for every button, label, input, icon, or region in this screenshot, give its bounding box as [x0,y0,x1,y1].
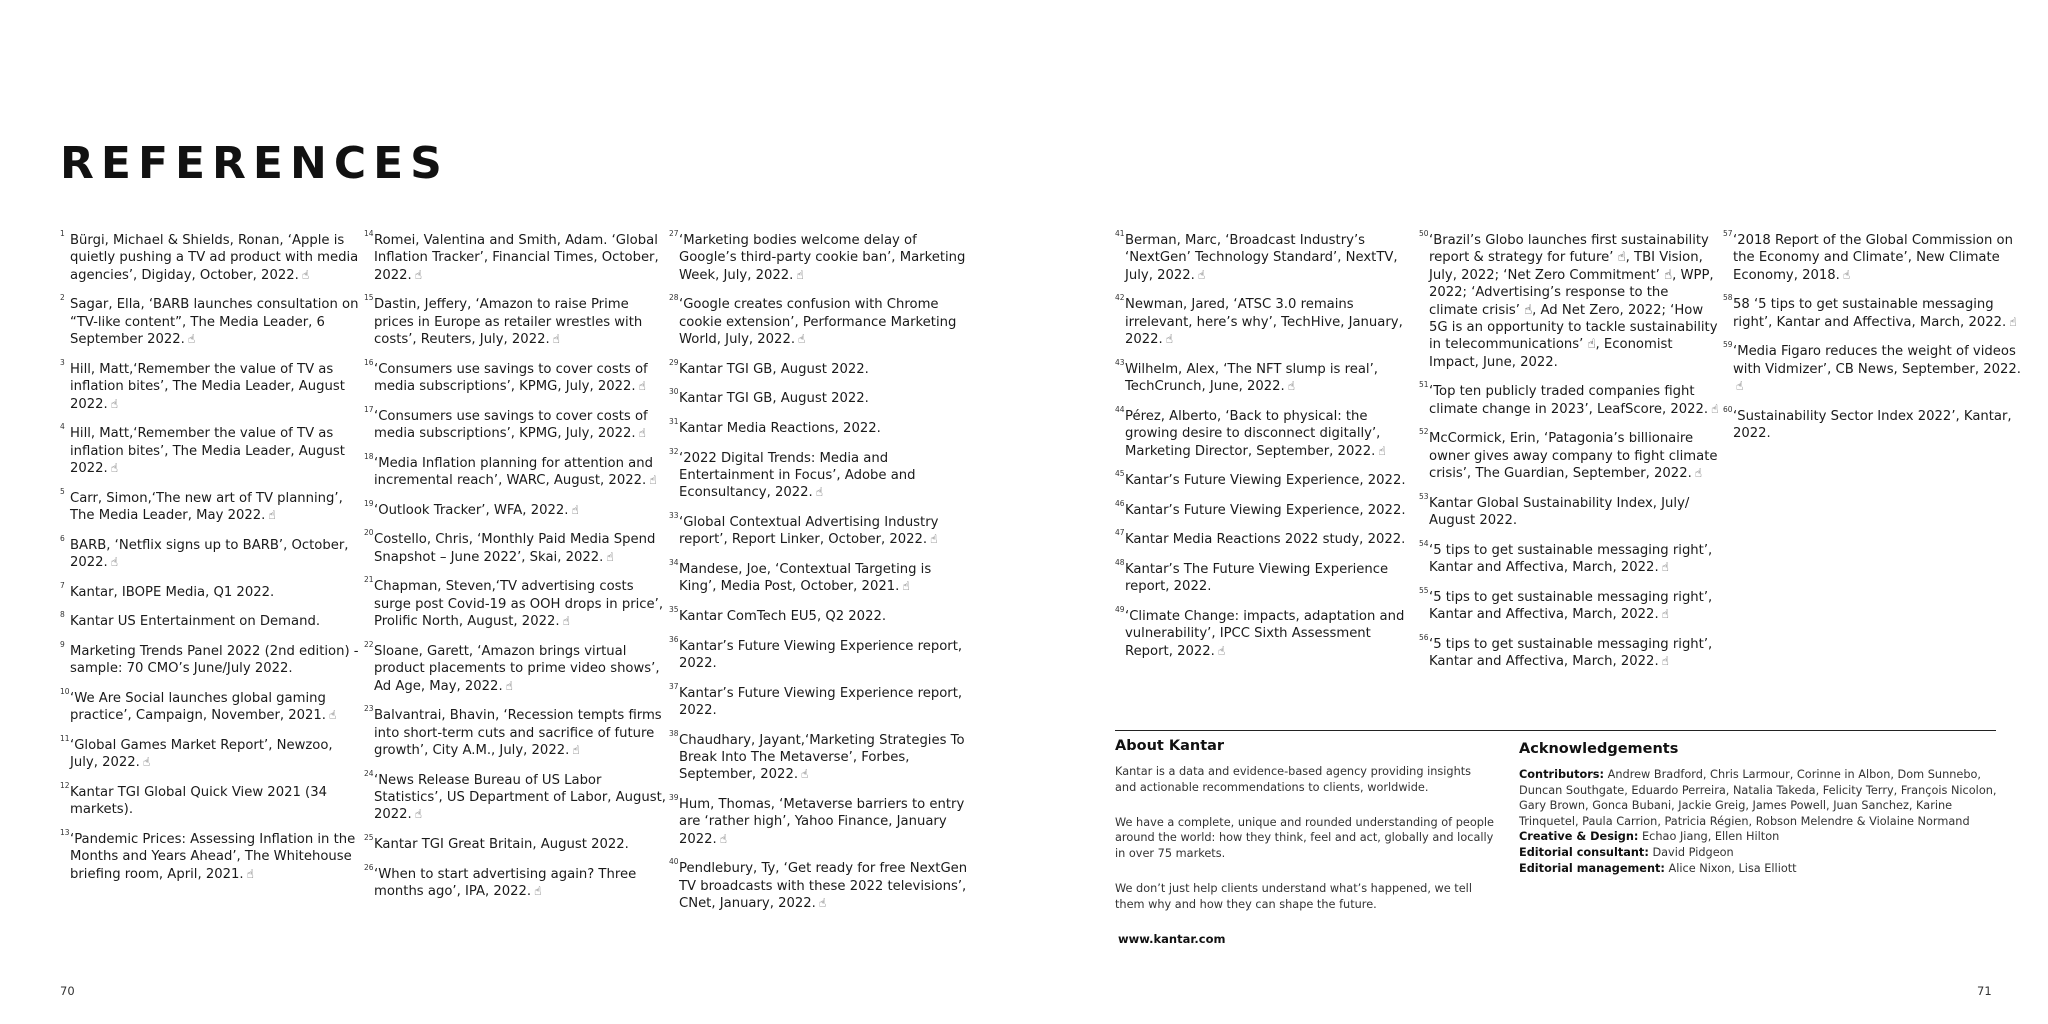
reference-item [669,634,971,673]
reference-item [669,446,971,502]
reference-text: BARB, ‘Netflix signs up to BARB’, October, 2022. [70,537,349,571]
reference-item [1419,538,1721,577]
reference-item [364,229,666,284]
reference-number: 30 [669,387,679,397]
reference-item [1115,498,1417,519]
reference-number: 21 [364,575,374,585]
reference-item [1723,404,2025,443]
reference-number: 44 [1115,404,1125,414]
reference-text: Kantar TGI GB, August 2022. [679,391,869,407]
contributors-line [1519,767,2004,829]
references-column-5 [1419,229,1721,683]
reference-item [60,733,362,772]
hand-pointer-icon[interactable]: ☝ [649,473,657,488]
reference-item [364,451,666,490]
reference-number: 26 [364,862,374,872]
hand-pointer-icon[interactable]: ☝ [818,896,827,911]
reference-text: ‘Marketing bodies welcome delay of Google’s third-party cookie ban’, Marketing Week, July, 2022. [679,233,966,283]
reference-item [669,793,971,848]
hand-pointer-icon[interactable]: ☝ [1661,560,1669,575]
reference-number: 8 [60,610,65,620]
reference-number: 35 [669,605,679,614]
hand-pointer-icon[interactable]: ☝ [414,807,423,822]
reference-text: Kantar TGI Global Quick View 2021 (34 markets). [70,784,327,818]
hand-pointer-icon[interactable]: ☝ [1661,654,1669,669]
reference-item [669,293,971,348]
reference-number: 50 [1419,229,1429,238]
section-divider [1115,730,1996,731]
reference-number: 11 [60,733,70,743]
reference-number: 7 [60,580,65,590]
reference-text: Chaudhary, Jayant,‘Marketing Strategies To Break Into The Metaverse’, Forbes, September, 2022. [679,732,965,783]
reference-item [669,728,971,784]
reference-text: ‘Global Games Market Report’, Newzoo, July, 2022. [70,737,333,771]
reference-number: 20 [364,528,374,538]
hand-pointer-icon[interactable]: ☝ [110,461,119,476]
reference-text: Kantar’s Future Viewing Experience report, 2022. [679,638,963,671]
hand-pointer-icon[interactable]: ☝ [552,332,560,347]
about-paragraph: We don’t just help clients understand what’s happened, we tell them why and how they can shape the future. [1115,881,1472,911]
hand-pointer-icon[interactable]: ☝ [1217,643,1226,658]
reference-number: 42 [1115,293,1125,303]
reference-item [364,357,666,396]
reference-item [1419,380,1721,418]
reference-item [1115,469,1417,489]
reference-item [669,387,971,407]
hand-pointer-icon[interactable]: ☝ [801,767,809,782]
reference-number: 25 [364,833,374,843]
hand-pointer-icon[interactable]: ☝ [110,396,119,411]
reference-text: Hum, Thomas, ‘Metaverse barriers to entry are ‘rather high’, Yahoo Finance, January 2022. [679,797,965,847]
reference-number: 58 [1723,293,1733,303]
hand-pointer-icon[interactable]: ☝ [798,332,806,347]
reference-number: 54 [1419,538,1429,548]
reference-number: 60 [1723,404,1733,414]
reference-number: 53 [1419,491,1429,501]
reference-number: 15 [364,293,374,303]
reference-text: Wilhelm, Alex, ‘The NFT slump is real’, TechCrunch, June, 2022. [1125,361,1378,395]
reference-number: 37 [669,681,679,691]
reference-number: 38 [669,728,679,738]
reference-text: Carr, Simon,‘The new art of TV planning’, The Media Leader, May 2022. [70,490,343,524]
reference-number: 17 [364,404,374,414]
reference-item [364,528,666,566]
reference-number: 12 [60,780,70,790]
reference-text: ‘Pandemic Prices: Assessing Inflation in the Months and Years Ahead’, The Whitehouse briefing room, April, 2021. [70,831,356,882]
reference-item [1419,632,1721,671]
reference-text: 58 ‘5 tips to get sustainable messaging right’, Kantar and Affectiva, March, 2022. [1733,297,2007,330]
page-title: REFERENCES [60,138,449,189]
hand-pointer-icon[interactable]: ☝ [1694,466,1703,481]
reference-text: ‘2018 Report of the Global Commission on the Economy and Climate’, New Climate Economy, 2018. [1733,233,2013,283]
reference-number: 6 [60,533,65,543]
reference-text: ‘Climate Change: impacts, adaptation and vulnerability’, IPCC Sixth Assessment Report, 2022. [1125,609,1405,659]
reference-number: 1 [60,229,65,238]
reference-text: Pendlebury, Ty, ‘Get ready for free NextGen TV broadcasts with these 2022 televisions’, CNet, January, 2022. [679,861,968,912]
reference-number: 18 [364,451,374,461]
hand-pointer-icon[interactable]: ☝ [2009,314,2017,329]
references-column-1 [60,229,362,895]
reference-text: Costello, Chris, ‘Monthly Paid Media Spend Snapshot – June 2022’, Skai, 2022. [374,532,656,565]
hand-pointer-icon[interactable]: ☝ [1165,332,1174,347]
reference-text: ‘5 tips to get sustainable messaging right’, Kantar and Affectiva, March, 2022. [1429,542,1713,576]
reference-text: Marketing Trends Panel 2022 (2nd edition) - sample: 70 CMO’s June/July 2022. [70,643,359,677]
reference-text: ‘Outlook Tracker’, WFA, 2022. [374,502,569,518]
reference-number: 51 [1419,380,1429,390]
reference-number: 2 [60,293,65,303]
reference-item [1723,340,2025,395]
reference-text: Pérez, Alberto, ‘Back to physical: the growing desire to disconnect digitally’, Marketing Director, September, 2022. [1125,408,1381,459]
reference-item [60,580,362,601]
reference-item [1115,229,1417,284]
reference-text: Kantar Media Reactions 2022 study, 2022. [1125,532,1406,548]
reference-item [60,827,362,883]
hand-pointer-icon[interactable]: ☝ [110,555,119,570]
acknowledgements-section [1519,741,2004,876]
about-kantar-section [1115,738,1495,946]
contributors-names: Andrew Bradford, Chris Larmour, Corinne in Albon, Dom Sunnebo, Duncan Southgate, Eduardo Perreira, Natalia Takeda, Felicity Terry, François Nicolon, Gary Brown, Gonca Bubani, Jackie Greig, James Powell, Juan Sanchez, Karine Trinquetel, Paula Carrion, Patricia Régien, Robson Melendre & Violaine Normand [1519,768,1997,828]
hand-pointer-icon[interactable]: ☝ [1378,443,1386,458]
reference-text: ‘We Are Social launches global gaming practice’, Campaign, November, 2021. [70,690,327,724]
reference-text: Kantar’s The Future Viewing Experience report, 2022. [1125,562,1389,595]
reference-text: Berman, Marc, ‘Broadcast Industry’s ‘NextGen’ Technology Standard’, NextTV, July, 2022. [1125,233,1398,283]
reference-text: ‘When to start advertising again? Three months ago’, IPA, 2022. [374,866,637,900]
page-number-left: 70 [60,984,75,998]
hand-pointer-icon[interactable]: ☝ [1661,607,1669,622]
design-line [1519,829,2004,845]
reference-number: 4 [60,422,65,432]
hand-pointer-icon[interactable]: ☝ [142,755,151,770]
hand-pointer-icon[interactable]: ☝ [902,579,910,594]
hand-pointer-icon[interactable]: ☝ [301,267,310,282]
reference-text: Sloane, Garett, ‘Amazon brings virtual product placements to prime video shows’, Ad Age, May, 2022. [374,643,660,694]
reference-text: Balvantrai, Bhavin, ‘Recession tempts firms into short-term cuts and sacrifice of future growth’, City A.M., July, 2022. [374,708,662,759]
reference-item [364,768,666,824]
hand-pointer-icon[interactable]: ☝ [815,485,824,500]
reference-number: 32 [669,446,679,456]
reference-item [60,357,362,413]
reference-text: Chapman, Steven,‘TV advertising costs surge post Covid-19 as OOH drops in price’, Prolific North, August, 2022. [374,579,664,630]
references-column-4 [1115,229,1417,672]
reference-number: 52 [1419,427,1429,437]
reference-item [60,293,362,348]
reference-number: 29 [669,357,679,367]
reference-number: 9 [60,639,65,649]
reference-item [364,639,666,695]
reference-number: 28 [669,293,679,303]
contributors-label: Contributors: [1519,768,1605,781]
reference-item [669,417,971,437]
page-number-right: 71 [1977,984,1992,998]
hand-pointer-icon[interactable]: ☝ [571,502,579,517]
hand-pointer-icon[interactable]: ☝ [1197,267,1206,282]
reference-item [60,780,362,819]
reference-number: 27 [669,229,679,238]
reference-number: 46 [1115,498,1125,508]
reference-item [1723,293,2025,331]
hand-pointer-icon[interactable]: ☝ [268,508,276,523]
reference-number: 41 [1115,229,1125,238]
hand-pointer-icon[interactable]: ☝ [606,549,614,564]
reference-text: Kantar Global Sustainability Index, July/ August 2022. [1429,495,1690,529]
editorial-management-names: Alice Nixon, Lisa Elliott [1668,861,1797,875]
hand-pointer-icon[interactable]: ☝ [187,332,196,347]
hand-pointer-icon[interactable]: ☝ [505,678,513,693]
reference-text: Romei, Valentina and Smith, Adam. ‘Global Inflation Tracker’, Financial Times, October, 2022. [374,233,659,283]
reference-item [60,422,362,477]
reference-item [669,229,971,284]
reference-number: 56 [1419,632,1429,642]
reference-number: 5 [60,486,65,496]
reference-number: 14 [364,229,374,238]
hand-pointer-icon[interactable]: ☝ [719,831,728,846]
reference-text: ‘Consumers use savings to cover costs of media subscriptions’, KPMG, July, 2022. [374,361,648,395]
editorial-consultant-label: Editorial consultant: [1519,845,1649,859]
hand-pointer-icon[interactable]: ☝ [638,379,646,394]
reference-item [364,704,666,759]
references-column-3 [669,229,971,925]
hand-pointer-icon[interactable]: ☝ [1711,401,1719,416]
reference-item [669,511,971,549]
reference-text: ‘Top ten publicly traded companies fight climate change in 2023’, LeafScore, 2022. [1429,384,1709,417]
reference-number: 57 [1723,229,1733,238]
reference-item [669,681,971,720]
reference-item [1115,528,1417,548]
hand-pointer-icon[interactable]: ☝ [534,884,542,899]
reference-number: 3 [60,357,65,367]
reference-number: 39 [669,793,679,802]
reference-text: Kantar, IBOPE Media, Q1 2022. [70,584,275,600]
design-label: Creative & Design: [1519,830,1639,844]
reference-text: Kantar’s Future Viewing Experience, 2022. [1125,473,1406,489]
reference-item [364,833,666,853]
reference-number: 59 [1723,340,1733,350]
reference-number: 34 [669,558,679,567]
reference-text: Kantar TGI GB, August 2022. [679,361,869,377]
reference-item [1419,427,1721,482]
reference-text: Hill, Matt,‘Remember the value of TV as inflation bites’, The Media Leader, August 2022. [70,361,345,412]
hand-pointer-icon[interactable]: ☝ [1736,379,1744,394]
hand-pointer-icon[interactable]: ☝ [1842,267,1851,282]
reference-item [1115,357,1417,396]
reference-item [364,293,666,348]
reference-item [1115,605,1417,660]
reference-item [60,486,362,525]
hand-pointer-icon[interactable]: ☝ [796,267,804,282]
reference-text: ‘Brazil’s Globo launches first sustainability report & strategy for future’ ☝, TBI Vision, July, 2022; ‘Net Zero Commitment’ ☝, WPP, 2022; ‘Advertising’s response to the climate crisis’ ☝, Ad Net Zero, 2022; ‘How 5G is an opportunity to tackle sustainability in telecommunications’ ☝, Economist Impact, June, 2022. [1429,233,1718,370]
kantar-website-link[interactable]: www.kantar.com [1118,931,1226,946]
reference-text: ‘Google creates confusion with Chrome cookie extension’, Performance Marketing World, July, 2022. [679,297,957,348]
reference-text: ‘Global Contextual Advertising Industry report’, Report Linker, October, 2022. [679,515,939,548]
reference-item [1723,229,2025,284]
reference-item [1419,585,1721,624]
about-paragraph: We have a complete, unique and rounded understanding of people around the world: how they think, feel and act, globally and locally in over 75 markets. [1115,815,1494,861]
editorial-consultant-name: David Pidgeon [1652,845,1734,859]
reference-item [364,575,666,630]
reference-number: 19 [364,498,374,508]
reference-item [364,862,666,901]
reference-text: Sagar, Ella, ‘BARB launches consultation on “TV-like content”, The Media Leader, 6 September 2022. [70,297,359,348]
reference-text: Mandese, Joe, ‘Contextual Targeting is King’, Media Post, October, 2021. [679,562,932,595]
reference-text: Kantar TGI Great Britain, August 2022. [374,837,629,853]
reference-number: 47 [1115,528,1125,538]
reference-item [364,498,666,519]
hand-pointer-icon[interactable]: ☝ [414,267,423,282]
editorial-management-label: Editorial management: [1519,861,1665,875]
reference-text: Kantar Media Reactions, 2022. [679,421,881,436]
hand-pointer-icon[interactable]: ☝ [638,426,646,441]
reference-item [669,357,971,378]
acknowledgements-heading: Acknowledgements [1519,741,1679,757]
reference-text: ‘5 tips to get sustainable messaging right’, Kantar and Affectiva, March, 2022. [1429,636,1713,670]
hand-pointer-icon[interactable]: ☝ [572,743,580,758]
reference-number: 22 [364,639,374,649]
reference-item [364,404,666,443]
reference-text: Hill, Matt,‘Remember the value of TV as inflation bites’, The Media Leader, August 2022. [70,426,345,477]
reference-text: ‘Consumers use savings to cover costs of media subscriptions’, KPMG, July, 2022. [374,408,648,442]
references-column-6 [1723,229,2025,455]
editorial-management-line [1519,861,2004,877]
reference-text: Dastin, Jeffery, ‘Amazon to raise Prime prices in Europe as retailer wrestles with costs’, Reuters, July, 2022. [374,297,643,348]
reference-text: Bürgi, Michael & Shields, Ronan, ‘Apple is quietly pushing a TV ad product with media agencies’, Digiday, October, 2022. [70,233,359,283]
reference-text: McCormick, Erin, ‘Patagonia’s billionaire owner gives away company to fight climate crisis’, The Guardian, September, 2022. [1429,431,1718,482]
reference-number: 33 [669,511,679,520]
reference-text: ‘5 tips to get sustainable messaging right’, Kantar and Affectiva, March, 2022. [1429,589,1713,623]
reference-number: 23 [364,704,374,714]
hand-pointer-icon[interactable]: ☝ [246,866,254,881]
reference-item [60,533,362,572]
reference-item [60,229,362,284]
reference-item [669,558,971,596]
reference-number: 45 [1115,469,1125,479]
reference-item [60,610,362,630]
reference-number: 24 [364,768,374,778]
reference-number: 31 [669,417,679,426]
about-paragraph: Kantar is a data and evidence-based agency providing insights and actionable recommendations to clients, worldwide. [1115,765,1472,794]
reference-item [60,686,362,725]
reference-item [669,857,971,912]
reference-number: 36 [669,634,679,644]
reference-number: 10 [60,686,70,696]
reference-text: ‘News Release Bureau of US Labor Statistics’, US Department of Labor, August, 2022. [374,772,666,823]
reference-number: 16 [364,357,374,367]
reference-number: 55 [1419,585,1429,595]
hand-pointer-icon[interactable]: ☝ [1287,379,1296,394]
reference-item [669,605,971,625]
reference-text: ‘2022 Digital Trends: Media and Entertainment in Focus’, Adobe and Econsultancy, 2022. [679,450,916,501]
reference-number: 48 [1115,558,1125,567]
reference-text: ‘Media Figaro reduces the weight of videos with Vidmizer’, CB News, September, 2022. [1733,344,2021,377]
reference-text: Kantar ComTech EU5, Q2 2022. [679,609,887,624]
reference-item [1419,229,1721,371]
design-names: Echao Jiang, Ellen Hilton [1642,830,1780,844]
about-heading: About Kantar [1115,738,1225,754]
reference-text: Kantar’s Future Viewing Experience report, 2022. [679,685,963,718]
reference-item [1115,293,1417,348]
hand-pointer-icon[interactable]: ☝ [930,532,938,547]
reference-number: 40 [669,857,679,867]
hand-pointer-icon[interactable]: ☝ [329,708,337,723]
reference-number: 13 [60,827,70,837]
reference-item [1419,491,1721,530]
references-column-2 [364,229,666,913]
hand-pointer-icon[interactable]: ☝ [562,614,570,629]
reference-text: Kantar’s Future Viewing Experience, 2022. [1125,502,1406,518]
reference-number: 43 [1115,357,1125,367]
reference-item [1115,404,1417,460]
reference-number: 49 [1115,605,1125,614]
reference-item [1115,558,1417,596]
reference-text: ‘Media Inflation planning for attention and incremental reach’, WARC, August, 2022. [374,455,653,489]
reference-item [60,639,362,678]
reference-text: Newman, Jared, ‘ATSC 3.0 remains irrelevant, here’s why’, TechHive, January, 2022. [1125,297,1403,348]
reference-text: ‘Sustainability Sector Index 2022’, Kantar, 2022. [1733,408,2012,442]
editorial-consultant-line [1519,845,2004,861]
reference-text: Kantar US Entertainment on Demand. [70,614,321,630]
